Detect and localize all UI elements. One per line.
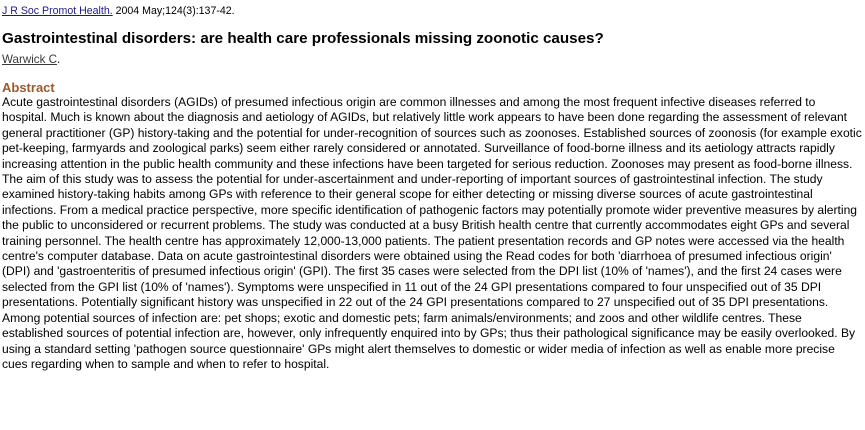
abstract-heading: Abstract — [2, 80, 55, 95]
author-list — [2, 52, 863, 67]
citation-line — [2, 4, 863, 18]
article-page — [2, 4, 863, 372]
citation-details: 2004 May;124(3):137-42. — [112, 5, 235, 17]
article-title: Gastrointestinal disorders: are health care professionals missing zoonotic causes? — [2, 30, 604, 47]
journal-link[interactable]: J R Soc Promot Health. — [2, 5, 113, 17]
abstract-body: Acute gastrointestinal disorders (AGIDs) of presumed infectious origin are common illnesses and among the most frequent infective diseases referred to hospital. Much is known about the diagnosis and aetiology of AGIDs, but relatively little work appears to have been done regarding the assessment of relevant general practitioner (GP) history-taking and the potential for under-recognition of sources such as zoonoses. Established sources of zoonosis (for example exotic pet-keeping, farmyards and zoological parks) seem either rarely considered or annotated. Surveillance of food-borne illness and its aetiology attracts rapidly increasing attention in the public health community and these infections have been targeted for serious reduction. Zoonoses may present as food-borne illness. The aim of this study was to assess the potential for under-ascertainment and under-reporting of important sources of gastrointestinal infection. The study examined history-taking habits among GPs with reference to their general scope for either detecting or missing diverse sources of acute gastrointestinal infections. From a medical practice perspective, more specific identification of pathogenic factors may potentially promote wider preventive measures by alerting the public to unconsidered or recurrent problems. The study was conducted at a busy British health centre that currently accommodates eight GPs and several training personnel. The health centre has approximately 12,000-13,000 patients. The patient presentation records and GP notes were accessed via the health centre's computer database. Data on acute gastrointestinal disorders were obtained using the Read codes for both 'diarrhoea of presumed infectious origin' (DPI) and 'gastroenteritis of presumed infectious origin' (GPI). The first 35 cases were selected from the DPI list (10% of 'names'), and the first 24 cases were selected from the GPI list (10% of 'names'). Symptoms were unspecified in 11 out of the 24 GPI presentations compared to four unspecified out of 35 DPI presentations. Potentially significant history was unspecified in 22 out of the 24 GPI presentations compared to 27 unspecified out of 35 DPI presentations. Among potential sources of infection are: pet shops; exotic and domestic pets; farm animals/environments; and zoos and other wildlife centres. These established sources of potential infection are, however, only infrequently enquired into by GPs; thus their pathological significance may be easily overlooked. By using a standard setting 'pathogen source questionnaire' GPs might alert themselves to domestic or wider media of infection as well as enable more precise cues regarding when to sample and when to refer to hospital. — [2, 95, 862, 371]
author-link[interactable]: Warwick C — [2, 53, 57, 66]
author-list-suffix: . — [56, 53, 61, 66]
